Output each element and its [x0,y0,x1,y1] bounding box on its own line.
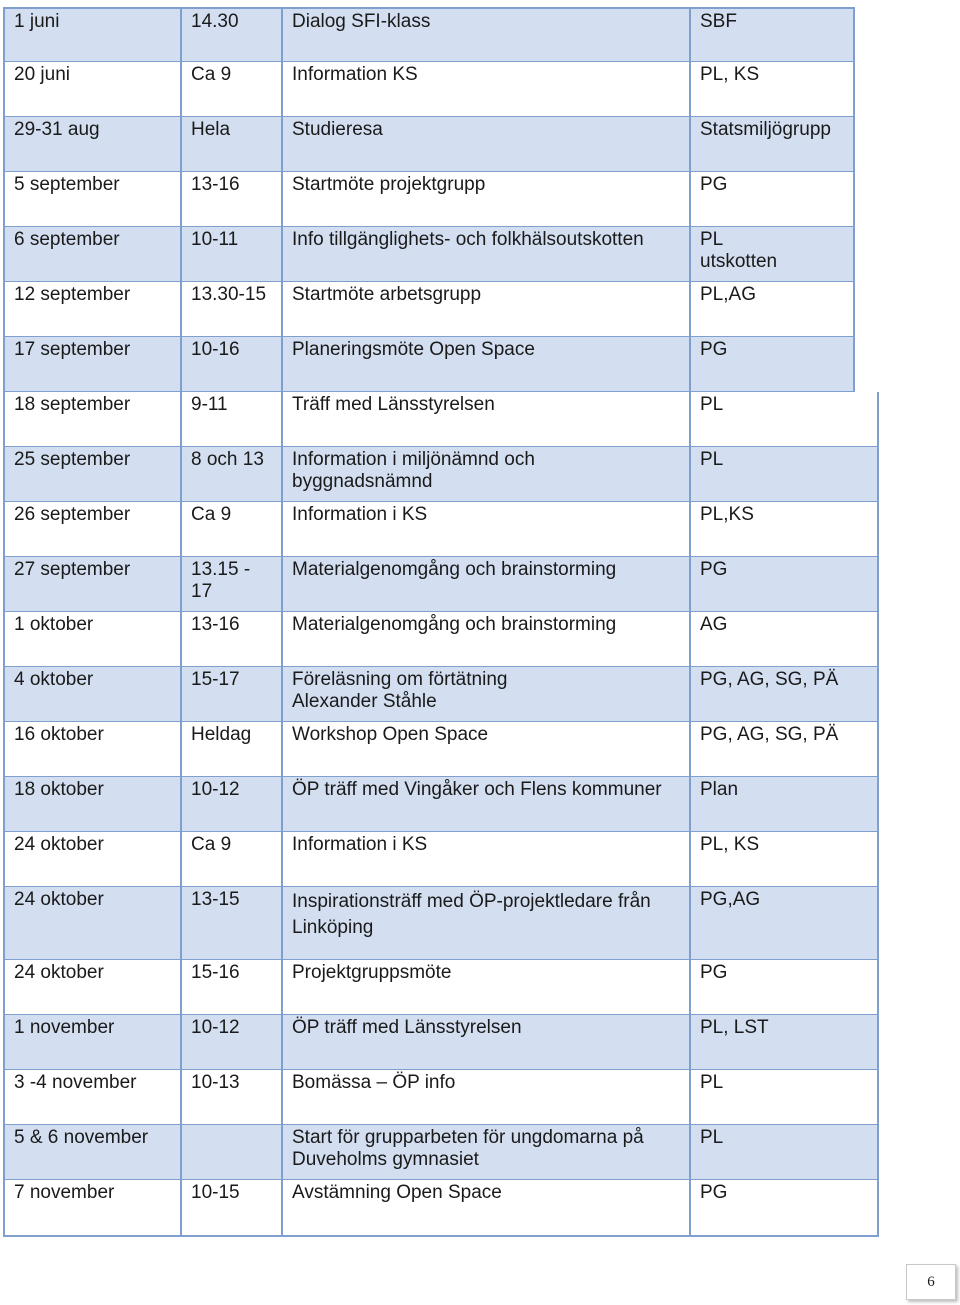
table-row [3,227,855,283]
cell-date: 18 oktober [5,777,182,831]
cell-time: 10-12 [182,777,283,831]
cell-date: 24 oktober [5,832,182,886]
cell-participants: SBF [700,11,737,32]
cell-participants: Plan [700,779,739,800]
cell-activity: Information KS [283,62,691,116]
table-row [3,62,855,118]
cell-activity: Föreläsning om förtätning Alexander Ståhle [283,667,691,721]
cell-participants: PG [700,962,728,983]
table-row [3,887,879,961]
table-row [3,117,855,173]
cell-activity: Information i KS [283,832,691,886]
cell-date: 7 november [5,1180,182,1235]
table-row [3,1070,879,1126]
cell-time: 10-13 [182,1070,283,1124]
cell-date: 12 september [5,282,182,336]
cell-activity: Dialog SFI-klass [283,9,691,61]
cell-activity: Avstämning Open Space [283,1180,691,1235]
cell-participants: PG [700,339,728,360]
cell-activity: Studieresa [283,117,691,171]
cell-date: 3 -4 november [5,1070,182,1124]
cell-date: 1 juni [5,9,182,61]
cell-participants: PG [700,559,728,580]
cell-time: Hela [182,117,283,171]
table-row [3,960,879,1016]
table-row [3,667,879,723]
cell-activity: Startmöte projektgrupp [283,172,691,226]
cell-activity: Workshop Open Space [283,722,691,776]
cell-date: 20 juni [5,62,182,116]
cell-activity: Information i miljönämnd och byggnadsnämnd [283,447,691,501]
cell-activity: Start för grupparbeten för ungdomarna på Duveholms gymnasiet [283,1125,691,1179]
cell-time: 13-16 [182,172,283,226]
cell-activity: Startmöte arbetsgrupp [283,282,691,336]
cell-date: 6 september [5,227,182,281]
cell-date: 25 september [5,447,182,501]
cell-activity: Träff med Länsstyrelsen [283,392,691,446]
cell-time: Ca 9 [182,502,283,556]
cell-time [182,1125,283,1179]
table-row [3,722,879,778]
cell-participants: PG [700,174,728,195]
cell-participants: PG [700,1182,728,1203]
cell-time: 13.30-15 [182,282,283,336]
cell-time: 13-16 [182,612,283,666]
cell-date: 24 oktober [5,960,182,1014]
cell-participants: PL [700,394,724,415]
cell-activity: ÖP träff med Vingåker och Flens kommuner [283,777,691,831]
cell-participants: Statsmiljögrupp [700,119,831,140]
cell-time: Ca 9 [182,62,283,116]
cell-date: 26 september [5,502,182,556]
cell-date: 29-31 aug [5,117,182,171]
cell-activity: Information i KS [283,502,691,556]
cell-participants: PL [700,1127,724,1148]
cell-participants: PL, LST [700,1017,769,1038]
cell-time: 13.15 - 17 [182,557,283,611]
cell-date: 5 & 6 november [5,1125,182,1179]
cell-date: 27 september [5,557,182,611]
cell-time: 10-12 [182,1015,283,1069]
cell-date: 16 oktober [5,722,182,776]
cell-time: Ca 9 [182,832,283,886]
cell-time: 10-16 [182,337,283,391]
cell-participants: AG [700,614,728,635]
cell-activity: ÖP träff med Länsstyrelsen [283,1015,691,1069]
cell-time: Heldag [182,722,283,776]
cell-activity: Materialgenomgång och brainstorming [283,612,691,666]
cell-participants: PL [700,449,724,470]
table-row [3,557,879,613]
cell-participants: PG, AG, SG, PÄ [700,669,839,690]
cell-activity: Projektgruppsmöte [283,960,691,1014]
cell-time: 10-11 [182,227,283,281]
table-row [3,1015,879,1071]
cell-time: 9-11 [182,392,283,446]
cell-activity: Info tillgänglighets- och folkhälsoutskotten [283,227,691,281]
cell-participants: PL utskotten [700,229,778,272]
table-row [3,1125,879,1181]
cell-activity: Planeringsmöte Open Space [283,337,691,391]
table-row [3,502,879,558]
cell-date: 18 september [5,392,182,446]
cell-time: 14.30 [182,9,283,61]
cell-activity: Bomässa – ÖP info [283,1070,691,1124]
table-row [3,337,855,393]
cell-participants: PL,KS [700,504,754,525]
page-number: 6 [906,1264,956,1300]
cell-activity: Inspirationsträff med ÖP-projektledare från Linköping [283,887,691,959]
cell-date: 1 november [5,1015,182,1069]
cell-date: 1 oktober [5,612,182,666]
table-row [3,612,879,668]
cell-time: 8 och 13 [182,447,283,501]
cell-participants: PG,AG [700,889,761,910]
cell-date: 17 september [5,337,182,391]
table-row [3,447,879,503]
cell-date: 4 oktober [5,667,182,721]
cell-date: 24 oktober [5,887,182,959]
cell-time: 15-16 [182,960,283,1014]
cell-participants: PL, KS [700,834,760,855]
cell-time: 13-15 [182,887,283,959]
cell-participants: PL [700,1072,724,1093]
cell-time: 15-17 [182,667,283,721]
cell-time: 10-15 [182,1180,283,1235]
cell-participants: PL, KS [700,64,760,85]
table-row [3,282,855,338]
table-row [3,777,879,833]
table-row [3,1180,879,1237]
table-row [3,392,879,448]
cell-date: 5 september [5,172,182,226]
cell-participants: PG, AG, SG, PÄ [700,724,839,745]
table-row [3,7,855,63]
table-row [3,172,855,228]
table-row [3,832,879,888]
cell-activity: Materialgenomgång och brainstorming [283,557,691,611]
cell-participants: PL,AG [700,284,756,305]
